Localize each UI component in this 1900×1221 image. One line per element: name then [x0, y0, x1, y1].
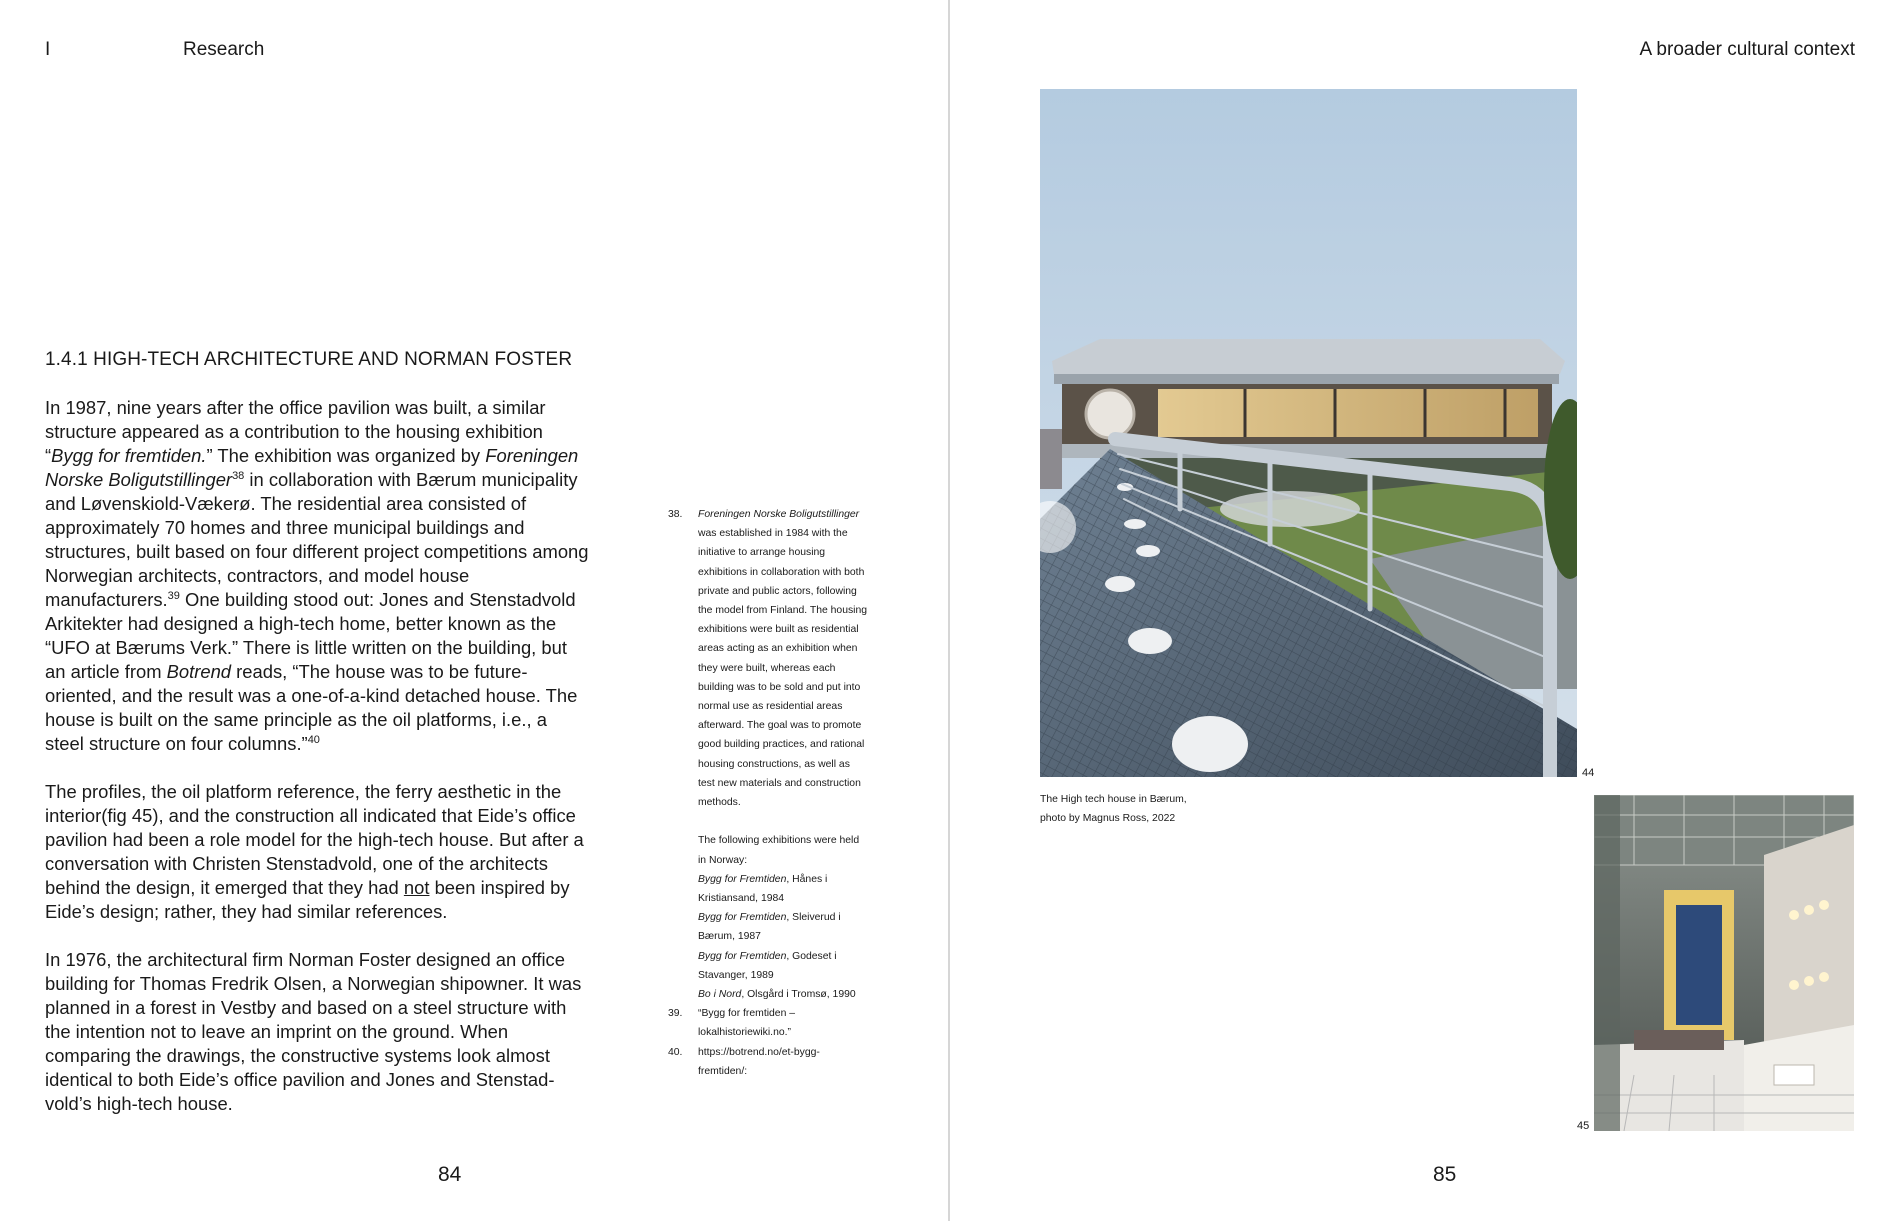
page-number-right: 85: [1433, 1163, 1457, 1186]
italic-run: Bygg for Fremtiden: [698, 912, 787, 924]
exhibition-item: [698, 908, 868, 946]
figure-number-44: 44: [1582, 767, 1595, 779]
italic-run: Foreningen Norske Boligutstillinger: [698, 509, 860, 520]
footnote-ref-39[interactable]: 39: [167, 589, 180, 602]
running-head-chapter: I: [45, 39, 51, 60]
text-run: been inspired by Eide’s design; rather, they had similar references.: [45, 877, 570, 922]
photo-illustration: [1594, 795, 1854, 1131]
sink: [1774, 1065, 1814, 1085]
footnote-link[interactable]: https://botrend.no/et-bygg-fremtiden/:: [698, 1046, 820, 1077]
photo-high-tech-house-interior: [1594, 795, 1854, 1131]
italic-run: Botrend: [166, 661, 232, 682]
body-text: [45, 396, 589, 1140]
roof: [1052, 339, 1565, 374]
running-head-right-title: A broader cultural context: [1639, 39, 1855, 60]
footnotes: [668, 505, 868, 1081]
paragraph-3: In 1976, the architectural firm Norman Foster designed an office building for Thomas Fredrik Olsen, a Norwegian shipowner. It was planned in a forest in Vestby and based on a steel structure with the intention not to leave an imprint on the ground. When comparing the drawings, the constructive systems look almost identical to both Eide’s office pavilion and Jones and Stenstad-vold’s high-tech house.: [45, 949, 582, 1114]
blue-panel: [1676, 905, 1722, 1025]
text-run: , Sleiverud i Bærum, 1987: [698, 912, 841, 943]
exhibition-item: [698, 985, 868, 1004]
text-run: in collaboration with Bærum municipality and Løvenskiold-Vækerø. The residential area consisted of approximately 70 homes and three municipal buildings and structures, built based on four different project competitions among Norwegian architects, contractors, and model house manufacturers.: [45, 469, 589, 610]
roof-edge: [1054, 374, 1559, 384]
text-run: , Hånes i Kristiansand, 1984: [698, 873, 828, 905]
italic-run: Bygg for Fremtiden: [698, 873, 787, 885]
round-door: [1086, 390, 1134, 438]
exhibitions-intro: The following exhibitions were held in Norway:: [698, 835, 860, 866]
section-heading: 1.4.1 HIGH-TECH ARCHITECTURE AND NORMAN FOSTER: [45, 349, 573, 370]
text-run: The profiles, the oil platform reference, the ferry aesthetic in the interior(fig 45), and the construction all indicated that Eide’s office pavilion had been a role model for the high-tech house. But after a conversation with Christen Stenstadvold, one of the architects behind the design, it emerged that they had: [45, 781, 584, 898]
lit-windows: [1158, 389, 1538, 437]
left-page: [0, 0, 948, 1221]
exhibition-item: [698, 870, 868, 908]
footnote-ref-38[interactable]: 38: [232, 469, 245, 482]
figure-caption-44: [1040, 790, 1260, 828]
footnote-39: [668, 1004, 868, 1042]
underlined-run: not: [403, 877, 430, 898]
running-head-left-title: Research: [183, 39, 265, 60]
italic-run: Foreningen Norske Boligutstillinger: [45, 445, 579, 490]
wall-left: [1594, 795, 1620, 1131]
footnote-40: [668, 1043, 868, 1081]
caption-line: The High tech house in Bærum,: [1040, 794, 1187, 805]
italic-run: Bygg for Fremtiden: [698, 950, 787, 962]
stool: [1634, 1030, 1724, 1050]
text-run: reads, “The house was to be future-oriented, and the result was a one-of-a-kind detached house. The house is built on the same principle as the oil platforms, i.e., a steel structure on four columns.”: [45, 661, 578, 754]
footnote-number: 38.: [668, 509, 683, 520]
text-run: , Godeset i Stavanger, 1989: [698, 950, 837, 981]
paragraph-1: [45, 396, 589, 756]
footnote-number: 40.: [668, 1046, 683, 1058]
page-number-left: 84: [438, 1163, 462, 1186]
text-run: “Bygg for fremtiden – lokalhistoriewiki.no.”: [698, 1008, 796, 1039]
footnote-38: [668, 505, 868, 1004]
italic-run: Bygg for fremtiden.: [51, 445, 207, 466]
paragraph-2: [45, 780, 589, 924]
photo-high-tech-house-exterior: [1040, 89, 1577, 777]
exhibition-item: [698, 947, 868, 985]
footnote-number: 39.: [668, 1008, 683, 1020]
figure-number-45: 45: [1577, 1120, 1590, 1132]
planter: [1040, 429, 1062, 489]
text-run: was established in 1984 with the initiative to arrange housing exhibitions in collaboration with both private and public actors, following the model from Finland. The housing exhibitions were built as residential areas acting as an exhibition when they were built, whereas each building was to be sold and put into normal use as residential areas afterward. The goal was to promote good building practices, and rational housing constructions, as well as test new materials and construction methods.: [698, 528, 868, 809]
text-run: ” The exhibition was organized by: [206, 445, 486, 466]
photo-illustration: [1040, 89, 1577, 777]
footnote-ref-40[interactable]: 40: [307, 733, 320, 746]
text-run: , Olsgård i Tromsø, 1990: [741, 989, 856, 1001]
caption-line: photo by Magnus Ross, 2022: [1040, 813, 1176, 825]
text-run: In 1987, nine years after the office pavilion was built, a similar structure appeared as a contribution to the housing exhibition “: [45, 397, 546, 466]
italic-run: Bo i Nord: [698, 989, 742, 1001]
text-run: One building stood out: Jones and Stenstadvold Arkitekter had designed a high-tech home, better known as the “UFO at Bærums Verk.” There is little written on the building, but an article from: [45, 589, 576, 682]
spacer: [698, 812, 868, 831]
